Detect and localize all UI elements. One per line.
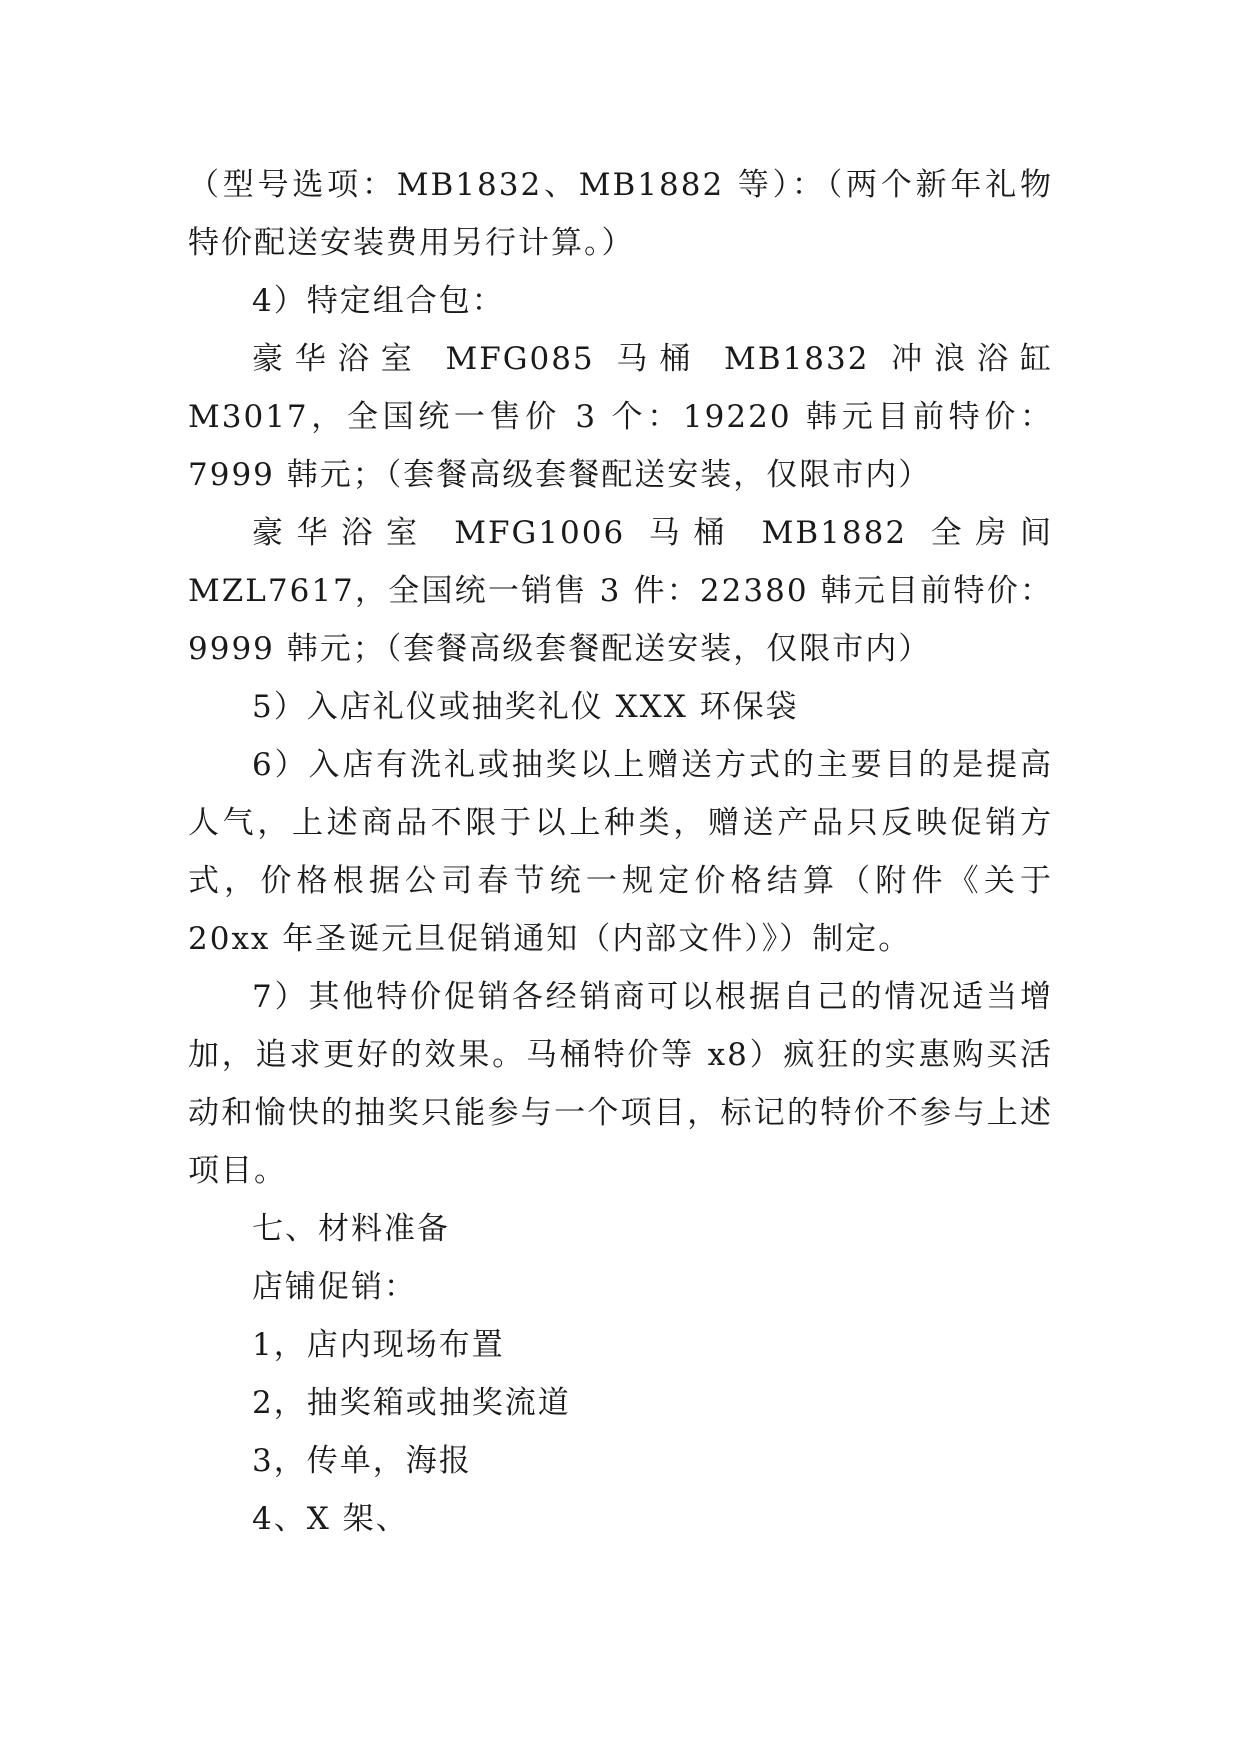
paragraph-model-options: （型号选项：MB1832、MB1882 等）：（两个新年礼物特价配送安装费用另行计算。） [188,167,1053,261]
paragraph-gift-purpose: 6）入店有洗礼或抽奖以上赠送方式的主要目的是提高人气，上述商品不限于以上种类，赠送产品只反映促销方式，价格根据公司春节统一规定价格结算（附件《关于 20xx 年圣诞元旦促销通知（内部文件）》）制定。 [188,747,1053,957]
paragraph-combo-heading: 4）特定组合包： [252,283,505,319]
list-item-x-stand: 4、X 架、 [252,1501,409,1537]
list-item-flyers-posters: 3，传单，海报 [252,1443,472,1479]
list-item-lottery-box: 2，抽奖箱或抽奖流道 [252,1385,571,1421]
list-item-store-layout: 1，店内现场布置 [252,1327,505,1363]
paragraph-combo-mfg085: 豪华浴室 MFG085 马桶 MB1832 冲浪浴缸 M3017，全国统一售价 3 个：19220 韩元目前特价：7999 韩元；（套餐高级套餐配送安装，仅限市内） [188,341,1053,493]
paragraph-other-promotions: 7）其他特价促销各经销商可以根据自己的情况适当增加，追求更好的效果。马桶特价等 x8）疯狂的实惠购买活动和愉快的抽奖只能参与一个项目，标记的特价不参与上述项目。 [188,979,1053,1189]
document-body [188,156,1053,1548]
paragraph-store-gift: 5）入店礼仪或抽奖礼仪 XXX 环保袋 [252,689,799,725]
section-heading-materials: 七、材料准备 [252,1211,450,1247]
paragraph-store-promotion: 店铺促销： [252,1269,417,1305]
paragraph-combo-mfg1006: 豪华浴室 MFG1006 马桶 MB1882 全房间 MZL7617，全国统一销售 3 件：22380 韩元目前特价：9999 韩元；（套餐高级套餐配送安装，仅限市内） [188,515,1053,667]
